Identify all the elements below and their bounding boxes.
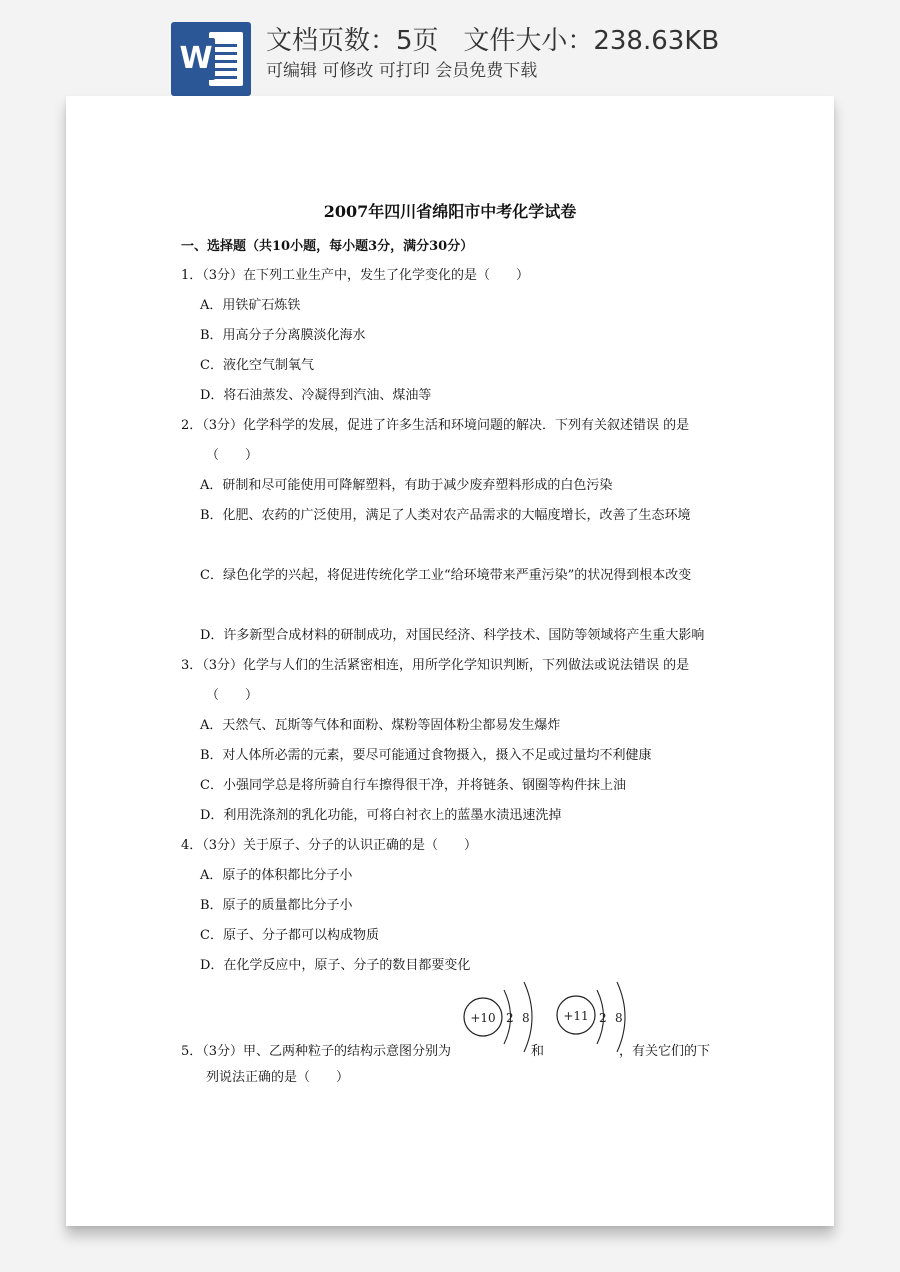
q2-answer-paren: （ ） [206, 448, 259, 463]
q4-option-d: D．在化学反应中，原子、分子的数目都要变化 [200, 958, 471, 973]
question-2-stem: 2．（3分）化学科学的发展，促进了许多生活和环境问题的解决．下列有关叙述错误 的是 [181, 418, 690, 433]
page-title: 2007年四川省绵阳市中考化学试卷 [323, 202, 577, 221]
q5-stem-continuation: ，有关它们的下 [619, 1044, 711, 1059]
atom2-shell1-count: 2 [599, 1011, 607, 1025]
atom2-shell2-count: 8 [615, 1011, 623, 1025]
atom1-shell1-count: 2 [506, 1011, 514, 1025]
atom1-shell2-count: 8 [522, 1011, 530, 1025]
word-letter-w: W [177, 38, 215, 80]
q2-option-d: D．许多新型合成材料的研制成功，对国民经济、科学技术、国防等领域将产生重大影响 [200, 628, 705, 643]
atom1-nucleus-label: +10 [470, 1011, 496, 1025]
q1-option-d: D．将石油蒸发、冷凝得到汽油、煤油等 [200, 388, 432, 403]
q5-stem-line2: 列说法正确的是（ ） [206, 1070, 350, 1085]
question-4-stem: 4．（3分）关于原子、分子的认识正确的是（ ） [181, 838, 478, 853]
q3-option-b: B．对人体所必需的元素，要尽可能通过食物摄入，摄入不足或过量均不利健康 [200, 748, 652, 763]
q1-option-a: A．用铁矿石炼铁 [200, 298, 301, 313]
q3-option-d: D．利用洗涤剂的乳化功能，可将白衬衣上的蓝墨水渍迅速洗掉 [200, 808, 562, 823]
question-1-stem: 1．（3分）在下列工业生产中，发生了化学变化的是（ ） [181, 268, 530, 283]
download-info-header [0, 0, 900, 96]
q2-option-a: A．研制和尽可能使用可降解塑料，有助于减少废弃塑料形成的白色污染 [200, 478, 613, 493]
feature-list: 可编辑 可修改 可打印 会员免费下载 [266, 61, 538, 81]
file-meta [266, 20, 719, 57]
q2-option-b: B．化肥、农药的广泛使用，满足了人类对农产品需求的大幅度增长，改善了生态环境 [200, 508, 691, 523]
q4-option-b: B．原子的质量都比分子小 [200, 898, 353, 913]
q3-option-a: A．天然气、瓦斯等气体和面粉、煤粉等固体粉尘都易发生爆炸 [200, 718, 561, 733]
q4-option-a: A．原子的体积都比分子小 [200, 868, 353, 883]
q5-connector-and: 和 [531, 1044, 545, 1059]
section-heading: 一、选择题（共10小题，每小题3分，满分30分） [181, 239, 474, 254]
question-5-stem: 5．（3分）甲、乙两种粒子的结构示意图分别为 [181, 1044, 452, 1059]
q3-answer-paren: （ ） [206, 688, 259, 703]
file-size: 文件大小：238.63KB [463, 26, 720, 56]
q3-option-c: C．小强同学总是将所骑自行车擦得很干净，并将链条、钢圈等构件抹上油 [200, 778, 626, 793]
q4-option-c: C．原子、分子都可以构成物质 [200, 928, 379, 943]
document-page [66, 96, 834, 1226]
q2-option-c: C．绿色化学的兴起，将促进传统化学工业“给环境带来严重污染”的状况得到根本改变 [200, 568, 692, 583]
question-3-stem: 3．（3分）化学与人们的生活紧密相连，用所学化学知识判断，下列做法或说法错误 的是 [181, 658, 690, 673]
word-document-icon [171, 22, 251, 96]
q1-option-b: B．用高分子分离膜淡化海水 [200, 328, 366, 343]
q1-option-c: C．液化空气制氧气 [200, 358, 314, 373]
atom2-nucleus-label: +11 [563, 1009, 589, 1023]
page-count: 文档页数：5页 [266, 26, 439, 56]
